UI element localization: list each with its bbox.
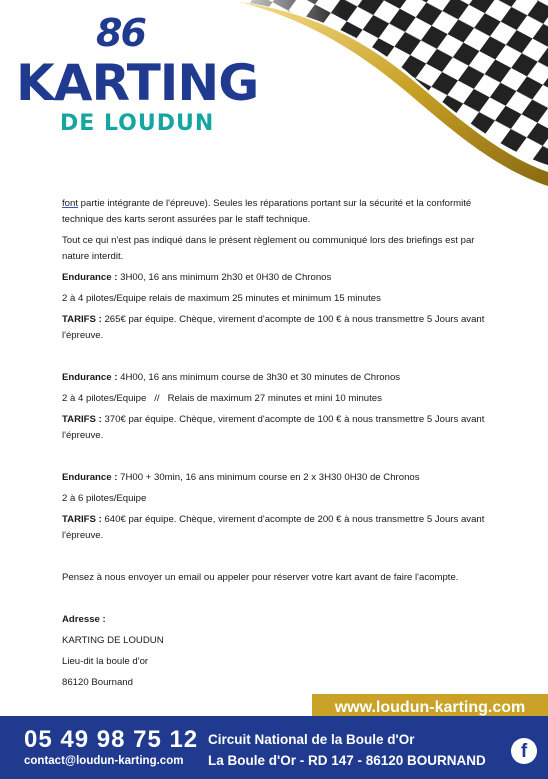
- address-line: KARTING DE LOUDUN: [62, 635, 164, 646]
- tarifs-label: TARIFS :: [62, 514, 102, 525]
- document-body: [62, 196, 492, 696]
- email-link[interactable]: contact@loudun-karting.com: [24, 755, 184, 767]
- tarifs-text: 370€ par équipe. Chèque, virement d'acompte de 100 € à nous transmettre 5 Jours avant l'épreuve.: [62, 414, 485, 441]
- tarifs-line: [62, 312, 492, 344]
- tarifs-text: 265€ par équipe. Chèque, virement d'acompte de 100 € à nous transmettre 5 Jours avant l'épreuve.: [62, 314, 485, 341]
- pilots-line: 2 à 6 pilotes/Equipe: [62, 493, 147, 504]
- website-link[interactable]: www.loudun-karting.com: [312, 694, 548, 722]
- karting-logo: [0, 0, 260, 150]
- checkered-flag-decoration: [230, 0, 548, 200]
- address-line: 86120 Bournand: [62, 677, 133, 688]
- footer-bar: [0, 716, 548, 779]
- intro-text: partie intégrante de l'épreuve). Seules les réparations portant sur la sécurité et la conformité technique des karts seront assurées par le staff technique.: [62, 198, 472, 225]
- pilots-line: 2 à 4 pilotes/Equipe relais de maximum 25 minutes et minimum 15 minutes: [62, 293, 381, 304]
- endurance-line: [62, 370, 492, 386]
- contact-note: Pensez à nous envoyer un email ou appeler pour réserver votre kart avant de faire l'acompte.: [62, 572, 459, 583]
- font-link[interactable]: font: [62, 198, 79, 209]
- logo-number: 86: [96, 11, 145, 55]
- circuit-name: Circuit National de la Boule d'Or: [208, 732, 415, 747]
- forbidden-paragraph: Tout ce qui n'est pas indiqué dans le présent règlement ou communiqué lors des briefings est par nature interdit.: [62, 235, 475, 262]
- phone-number[interactable]: 05 49 98 75 12: [24, 726, 199, 753]
- tarifs-label: TARIFS :: [62, 414, 102, 425]
- endurance-text: 3H00, 16 ans minimum 2h30 et 0H30 de Chronos: [117, 272, 332, 283]
- address-label: Adresse :: [62, 614, 106, 625]
- address-line: Lieu-dit la boule d'or: [62, 656, 149, 667]
- endurance-text: 4H00, 16 ans minimum course de 3h30 et 30 minutes de Chronos: [117, 372, 401, 383]
- tarifs-line: [62, 512, 492, 544]
- tarifs-line: [62, 412, 492, 444]
- endurance-line: [62, 270, 492, 286]
- endurance-text: 7H00 + 30min, 16 ans minimum course en 2 x 3H30 0H30 de Chronos: [117, 472, 420, 483]
- logo-subtitle: DE LOUDUN: [60, 111, 215, 136]
- circuit-address: La Boule d'Or - RD 147 - 86120 BOURNAND: [208, 753, 486, 768]
- logo-title: KARTING: [16, 54, 259, 112]
- endurance-label: Endurance :: [62, 372, 118, 383]
- intro-paragraph: [62, 196, 492, 228]
- tarifs-text: 640€ par équipe. Chèque, virement d'acompte de 200 € à nous transmettre 5 Jours avant l'épreuve.: [62, 514, 485, 541]
- pilots-line: 2 à 4 pilotes/Equipe // Relais de maximum 27 minutes et mini 10 minutes: [62, 393, 382, 404]
- facebook-icon[interactable]: f: [511, 738, 537, 764]
- endurance-label: Endurance :: [62, 472, 118, 483]
- tarifs-label: TARIFS :: [62, 314, 102, 325]
- endurance-label: Endurance :: [62, 272, 118, 283]
- endurance-line: [62, 470, 492, 486]
